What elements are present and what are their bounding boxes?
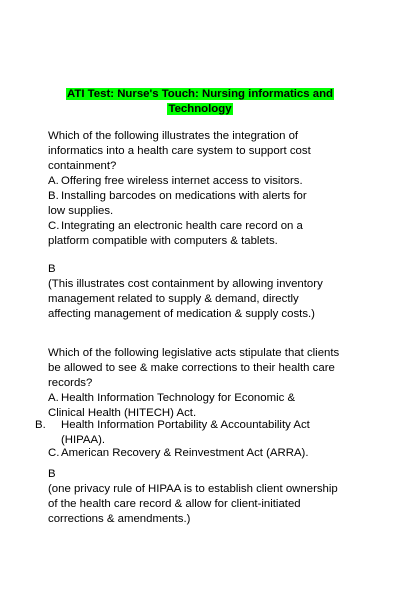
option-label: A. (48, 392, 59, 404)
document-title-text: ATI Test: Nurse's Touch: Nursing informatics and Technology (67, 88, 333, 115)
question-2-answer: B (48, 468, 56, 480)
question-2-rationale: (one privacy rule of HIPAA is to establish client ownership of the health care record & allow for client-initiated corrections & amendments.) (48, 483, 338, 525)
question-1-option-c (48, 219, 360, 249)
question-2-option-a (48, 391, 360, 421)
question-2-option-b (35, 418, 360, 448)
question-2-stem: Which of the following legislative acts stipulate that clients be allowed to see & make corrections to their health care records? (48, 347, 340, 389)
question-2-option-c (48, 446, 360, 461)
question-1-option-b (48, 189, 360, 219)
question-1-rationale: (This illustrates cost containment by allowing inventory management related to supply & demand, directly affecting management of medication & supply costs.) (48, 278, 323, 320)
option-label: B. (35, 419, 46, 431)
document-title (40, 87, 360, 117)
option-text: Health Information Portability & Accountability Act (HIPAA). (61, 419, 310, 446)
question-1-option-a (48, 174, 360, 189)
option-text: Health Information Technology for Economic & Clinical Health (HITECH) Act. (48, 392, 296, 419)
option-text: Installing barcodes on medications with alerts for low supplies. (48, 190, 307, 217)
question-1-stem: Which of the following illustrates the integration of informatics into a health care system to support cost containment? (48, 130, 311, 172)
option-text: Integrating an electronic health care record on a platform compatible with computers & tablets. (48, 220, 303, 247)
question-1-answer: B (48, 263, 56, 275)
option-label: A. (48, 175, 59, 187)
option-label: C. (48, 220, 60, 232)
option-label: B. (48, 190, 59, 202)
option-text: American Recovery & Reinvestment Act (ARRA). (61, 447, 309, 459)
option-label: C. (48, 447, 60, 459)
option-text: Offering free wireless internet access to visitors. (61, 175, 303, 187)
